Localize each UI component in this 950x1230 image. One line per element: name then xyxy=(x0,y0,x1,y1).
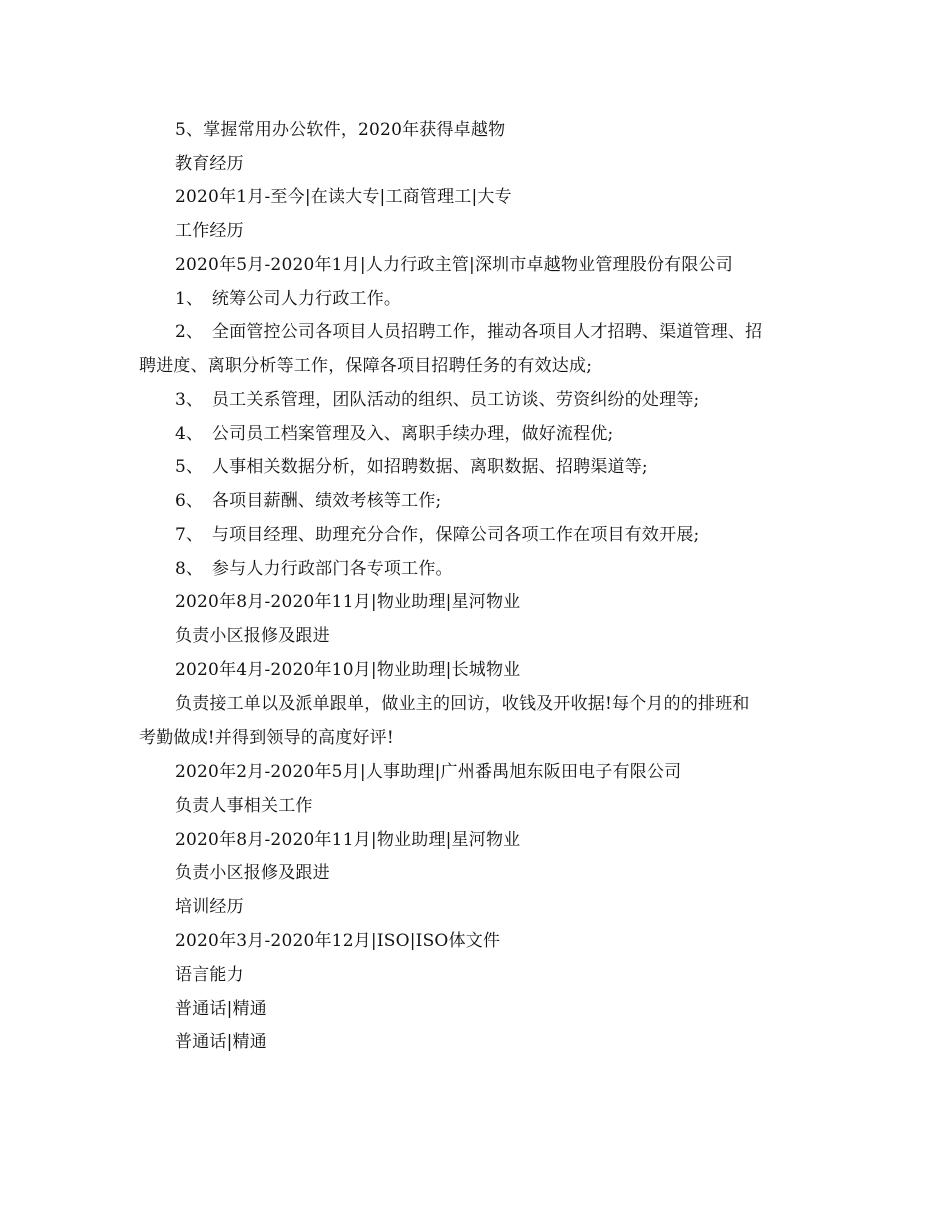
text-line: 7、 与项目经理、助理充分合作，保障公司各项工作在项目有效开展; xyxy=(175,525,700,545)
text-line: 2020年8月-2020年11月|物业助理|星河物业 xyxy=(175,592,521,612)
text-line: 聘进度、离职分析等工作，保障各项目招聘任务的有效达成; xyxy=(139,356,593,376)
text-line: 5、 人事相关数据分析，如招聘数据、离职数据、招聘渠道等; xyxy=(175,457,648,477)
text-line: 负责人事相关工作 xyxy=(175,796,313,816)
text-line: 4、 公司员工档案管理及入、离职手续办理，做好流程优; xyxy=(175,424,614,444)
text-line: 8、 参与人力行政部门各专项工作。 xyxy=(175,559,453,579)
section-heading-language: 语言能力 xyxy=(175,965,244,985)
text-line: 2020年3月-2020年12月|ISO|ISO体文件 xyxy=(175,931,501,951)
text-line: 2020年2月-2020年5月|人事助理|广州番禺旭东阪田电子有限公司 xyxy=(175,762,682,782)
text-line: 3、 员工关系管理，团队活动的组织、员工访谈、劳资纠纷的处理等; xyxy=(175,390,700,410)
text-line: 2020年8月-2020年11月|物业助理|星河物业 xyxy=(175,830,521,850)
section-heading-training: 培训经历 xyxy=(175,897,244,917)
text-line: 普通话|精通 xyxy=(175,1032,267,1052)
text-line: 负责小区报修及跟进 xyxy=(175,626,330,646)
text-line: 普通话|精通 xyxy=(175,999,267,1019)
text-line: 负责接工单以及派单跟单，做业主的回访，收钱及开收据!每个月的的排班和 xyxy=(175,694,750,714)
text-line: 1、 统筹公司人力行政工作。 xyxy=(175,289,402,309)
text-line: 考勤做成!并得到领导的高度好评! xyxy=(139,728,394,748)
text-line: 2020年1月-至今|在读大专|工商管理工|大专 xyxy=(175,187,512,207)
text-line: 2020年5月-2020年1月|人力行政主管|深圳市卓越物业管理股份有限公司 xyxy=(175,255,733,275)
text-line: 负责小区报修及跟进 xyxy=(175,863,330,883)
section-heading-work: 工作经历 xyxy=(175,221,244,241)
text-line: 6、 各项目薪酬、绩效考核等工作; xyxy=(175,491,442,511)
text-line: 2020年4月-2020年10月|物业助理|长城物业 xyxy=(175,660,521,680)
section-heading-education: 教育经历 xyxy=(175,154,244,174)
text-line: 5、掌握常用办公软件，2020年获得卓越物 xyxy=(175,120,506,140)
text-line: 2、 全面管控公司各项目人员招聘工作，摧动各项目人才招聘、渠道管理、招 xyxy=(175,322,763,342)
